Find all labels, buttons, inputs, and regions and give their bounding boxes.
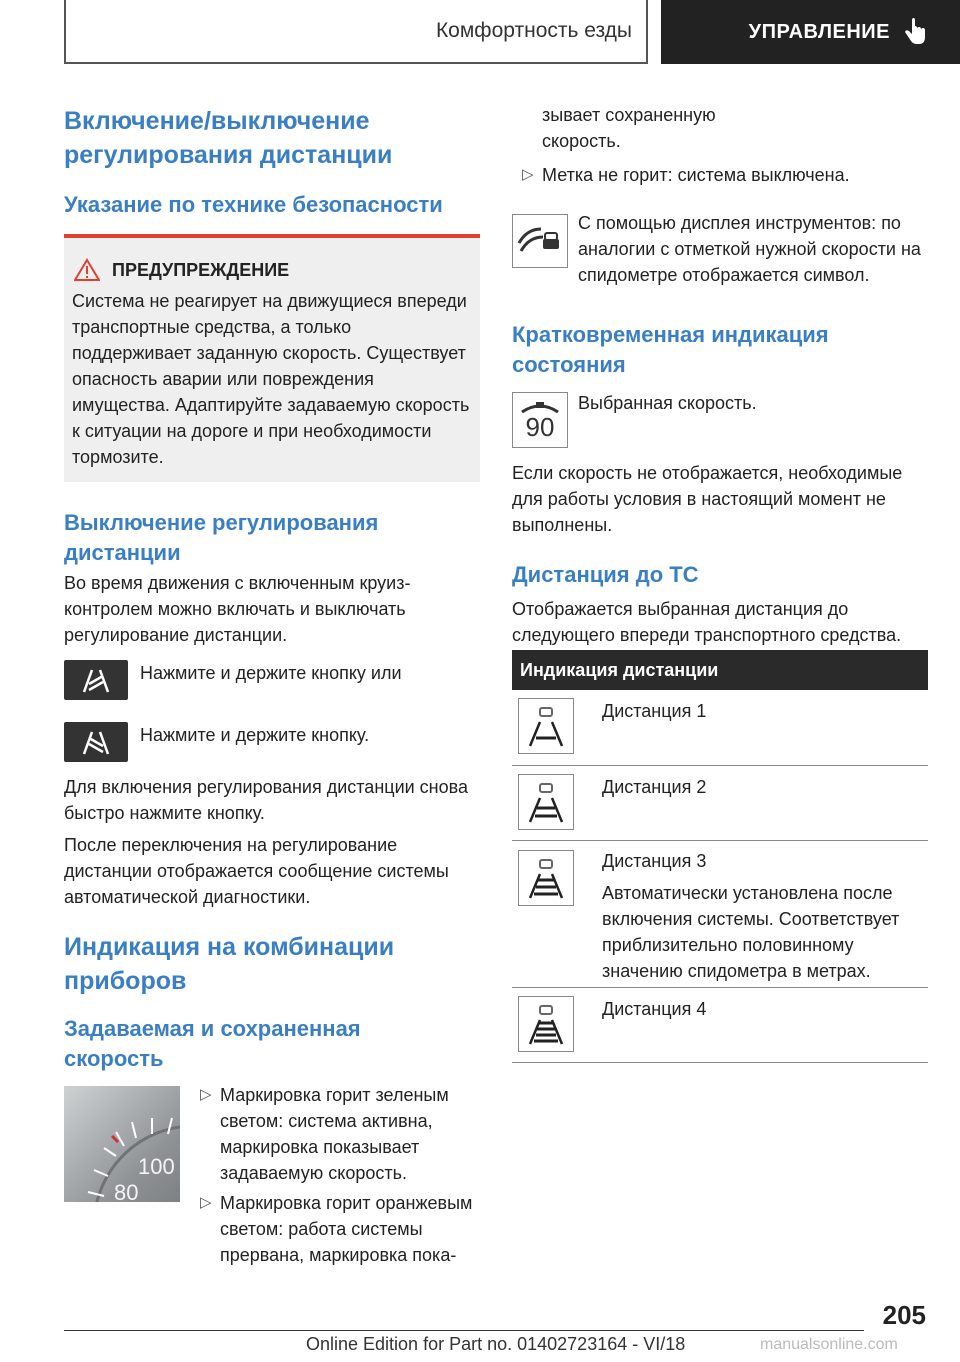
speedo-label-80: 80 bbox=[114, 1180, 139, 1202]
footer-divider bbox=[64, 1330, 864, 1331]
bullet-triangle-icon: ▷ bbox=[522, 166, 534, 183]
warning-title: ПРЕДУПРЕЖДЕНИЕ bbox=[112, 260, 290, 280]
warning-triangle-icon bbox=[74, 258, 100, 282]
distance-icon-4 bbox=[518, 996, 574, 1052]
speed-heading: Задаваемая и сохраненная скорость bbox=[64, 1016, 361, 1071]
distance-heading: Дистанция до ТС bbox=[512, 562, 699, 587]
car-symbol-image bbox=[512, 214, 568, 268]
distance-label-3: Дистанция 3 bbox=[602, 851, 707, 871]
table-divider bbox=[512, 987, 928, 988]
distance-text: Отображается выбранная дистанция до следующего впереди транспортного средства. bbox=[512, 599, 902, 645]
distance-icon-3 bbox=[518, 850, 574, 906]
distance-icon-1 bbox=[518, 698, 574, 754]
distance-road-icon bbox=[76, 728, 116, 756]
distance-label-2: Дистанция 2 bbox=[602, 777, 707, 797]
distance-3-icon bbox=[522, 854, 570, 902]
hand-pointer-icon bbox=[904, 18, 926, 46]
distance-4-icon bbox=[522, 1000, 570, 1048]
warning-body: Система не реагирует на движущиеся впереди транспортные средства, а только поддерживает заданную скорость. Существует опасность аварии или повреждения имущества. Адаптируйте задаваемую скорость к ситуации на дороге и при необходимости тормозите. bbox=[72, 291, 470, 467]
car-following-icon bbox=[517, 225, 563, 257]
distance-road-icon bbox=[76, 666, 116, 694]
main-title: Включение/выключение регулирования дистанции bbox=[64, 107, 393, 169]
step2-text: Нажмите и держите кнопку. bbox=[140, 725, 370, 745]
header-section bbox=[64, 0, 648, 64]
table-divider bbox=[512, 840, 928, 841]
table-divider bbox=[512, 765, 928, 766]
bullet-triangle-icon: ▷ bbox=[200, 1086, 212, 1103]
distance-button-image-2 bbox=[64, 722, 128, 762]
bullet-triangle-icon: ▷ bbox=[200, 1194, 212, 1211]
table-divider bbox=[512, 1062, 928, 1063]
selected-speed-text: Выбранная скорость. bbox=[578, 393, 757, 413]
distance-note-3: Автоматически установлена после включения системы. Соответствует приблизительно половинному значению спидометра в метрах. bbox=[602, 883, 900, 981]
distance-icon-2 bbox=[518, 774, 574, 830]
on-text: Для включения регулирования дистанции снова быстро нажмите кнопку. bbox=[64, 777, 468, 823]
short-heading: Кратковременная индикация состояния bbox=[512, 322, 829, 377]
speedometer-image bbox=[64, 1086, 180, 1202]
distance-table-header: Индикация дистанции bbox=[512, 650, 928, 690]
header-chapter bbox=[661, 0, 960, 64]
off-heading: Выключение регулирования дистанции bbox=[64, 510, 379, 565]
safety-heading: Указание по технике безопасности bbox=[64, 192, 443, 217]
distance-1-icon bbox=[522, 702, 570, 750]
distance-label-4: Дистанция 4 bbox=[602, 999, 707, 1019]
speedo-label-100: 100 bbox=[138, 1154, 175, 1179]
display-heading: Индикация на комбинации приборов bbox=[64, 933, 395, 995]
distance-button-image-1 bbox=[64, 660, 128, 700]
not-shown-text: Если скорость не отображается, необходимые для работы условия в настоящий момент не выполнены. bbox=[512, 463, 903, 535]
header-chapter-title: УПРАВЛЕНИЕ bbox=[748, 20, 890, 43]
distance-label-1: Дистанция 1 bbox=[602, 701, 707, 721]
distance-2-icon bbox=[522, 778, 570, 826]
page-number: 205 bbox=[882, 1300, 926, 1330]
warning-box bbox=[64, 234, 480, 482]
speed-symbol-image bbox=[512, 392, 568, 448]
footer-edition: Online Edition for Part no. 01402723164 - VI/18 bbox=[306, 1334, 686, 1354]
watermark: manualsonline.com bbox=[760, 1336, 898, 1353]
bullet-continuation: зывает сохраненную скорость. bbox=[542, 105, 716, 151]
speed-value: 90 bbox=[525, 412, 555, 442]
symbol-text: С помощью дисплея инструментов: по аналогии с отметкой нужной скорости на спидометре отображается символ. bbox=[578, 213, 921, 285]
header-section-title: Комфортность езды bbox=[435, 19, 632, 42]
off-text: Во время движения с включенным круиз-контролем можно включать и выключать регулирование дистанции. bbox=[64, 573, 411, 645]
step1-text: Нажмите и держите кнопку или bbox=[140, 663, 402, 683]
after-text: После переключения на регулирование дистанции отображается сообщение системы автоматической диагностики. bbox=[64, 835, 449, 907]
